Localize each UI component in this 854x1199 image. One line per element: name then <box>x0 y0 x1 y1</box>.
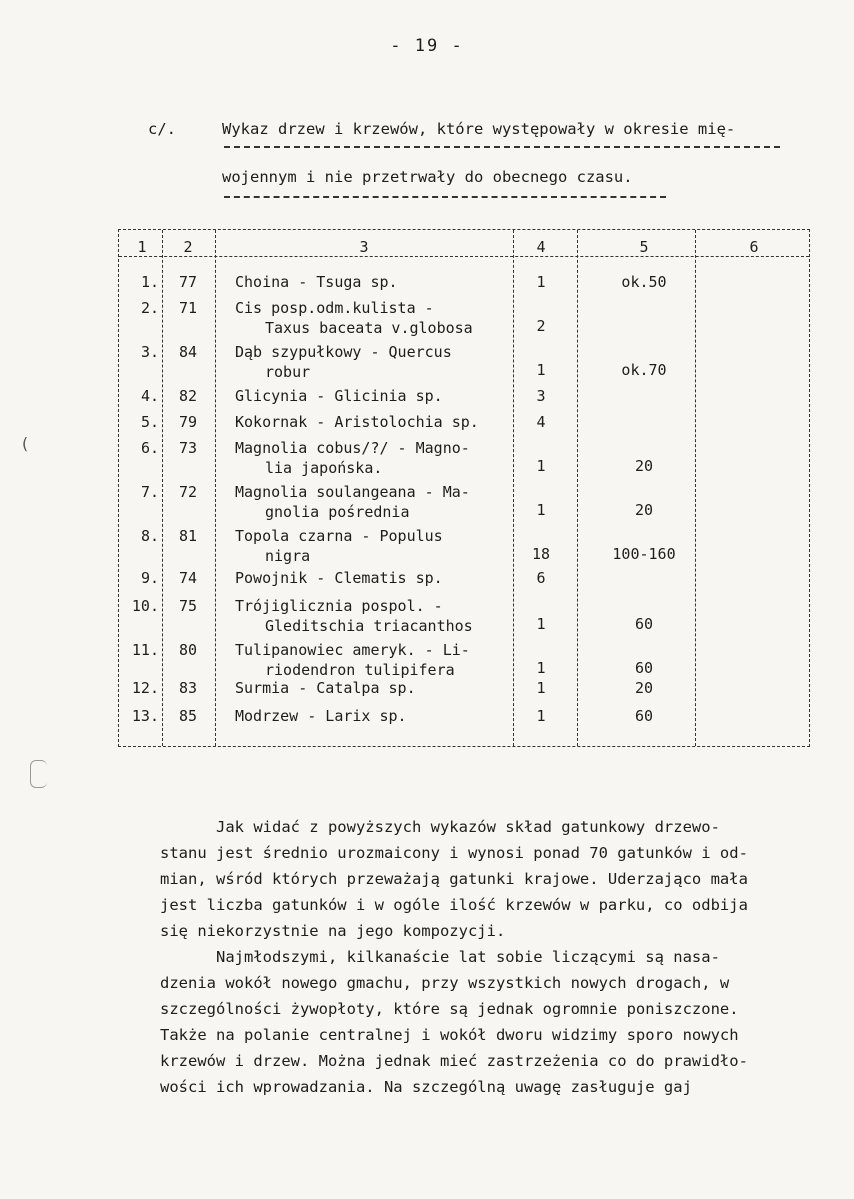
body-line: Także na polanie centralnej i wokół dworu widzimy sporo nowych <box>160 1026 739 1044</box>
row-number: 13. <box>131 707 159 725</box>
column-header-3: 3 <box>359 238 369 256</box>
inventory-number: 83 <box>178 679 198 697</box>
section-label: c/. <box>148 120 176 138</box>
species-name-line: Choina - Tsuga sp. <box>235 273 398 291</box>
column-header-1: 1 <box>137 238 147 256</box>
age: ok.70 <box>621 361 667 379</box>
quantity: 18 <box>531 545 551 563</box>
species-name <box>235 298 519 338</box>
column-header-5: 5 <box>639 238 649 256</box>
species-name-line: Kokornak - Aristolochia sp. <box>235 413 479 431</box>
row-number: 4. <box>140 387 159 405</box>
quantity: 1 <box>536 273 546 291</box>
body-line: jest liczba gatunków i w ogóle ilość krzewów w parku, co odbija <box>160 896 748 914</box>
quantity: 1 <box>536 679 546 697</box>
body-line: się niekorzystnie na jego kompozycji. <box>160 922 506 940</box>
species-name-line: Topola czarna - Populus <box>235 527 443 545</box>
age: 20 <box>634 457 654 475</box>
column-header-6: 6 <box>749 238 759 256</box>
species-name <box>235 706 519 726</box>
body-line: Jak widać z powyższych wykazów skład gatunkowy drzewo- <box>160 818 720 836</box>
species-name <box>235 640 519 680</box>
species-name-line: Gleditschia triacanthos <box>265 617 473 635</box>
heading-underline-1 <box>224 146 780 148</box>
inventory-number: 74 <box>178 569 198 587</box>
species-name <box>235 272 519 292</box>
punch-hole-mark <box>30 760 47 788</box>
species-name-line: Glicynia - Glicinia sp. <box>235 387 443 405</box>
species-name-line: Magnolia soulangeana - Ma- <box>235 483 470 501</box>
inventory-number: 79 <box>178 413 198 431</box>
body-line: Najmłodszymi, kilkanaście lat sobie liczącymi są nasa- <box>160 948 720 966</box>
row-number: 3. <box>140 343 159 361</box>
species-name <box>235 678 519 698</box>
quantity: 1 <box>536 361 546 379</box>
species-name-line: Tulipanowiec ameryk. - Li- <box>235 641 470 659</box>
species-name-line: robur <box>265 363 311 381</box>
row-number: 10. <box>131 597 159 615</box>
body-line: stanu jest średnio urozmaicony i wynosi ponad 70 gatunków i od- <box>160 844 748 862</box>
age: 20 <box>634 501 654 519</box>
inventory-number: 85 <box>178 707 198 725</box>
inventory-number: 75 <box>178 597 198 615</box>
age: 60 <box>634 615 654 633</box>
row-number: 2. <box>140 299 159 317</box>
quantity: 1 <box>536 659 546 677</box>
column-divider <box>577 230 578 746</box>
species-name <box>235 568 519 588</box>
body-line: mian, wśród których przeważają gatunki krajowe. Uderzająco mała <box>160 870 748 888</box>
column-header-4: 4 <box>536 238 546 256</box>
species-name <box>235 386 519 406</box>
margin-mark: ( <box>20 434 30 453</box>
inventory-number: 72 <box>178 483 198 501</box>
row-number: 9. <box>140 569 159 587</box>
body-text <box>160 814 810 1100</box>
inventory-number: 73 <box>178 439 198 457</box>
row-number: 5. <box>140 413 159 431</box>
species-name <box>235 412 519 432</box>
column-header-2: 2 <box>183 238 193 256</box>
header-divider <box>119 256 809 257</box>
trees-table <box>118 229 810 747</box>
inventory-number: 82 <box>178 387 198 405</box>
body-line: krzewów i drzew. Można jednak mieć zastrzeżenia co do prawidło- <box>160 1052 748 1070</box>
quantity: 1 <box>536 707 546 725</box>
age: 60 <box>634 659 654 677</box>
quantity: 3 <box>536 387 546 405</box>
species-name-line: nigra <box>265 547 311 565</box>
heading-line-1: Wykaz drzew i krzewów, które występowały w okresie mię- <box>222 120 736 138</box>
row-number: 6. <box>140 439 159 457</box>
body-line: szczególności żywopłoty, które są jednak ogromnie poniszczone. <box>160 1000 739 1018</box>
species-name-line: gnolia pośrednia <box>265 503 410 521</box>
inventory-number: 77 <box>178 273 198 291</box>
heading-line-2: wojennym i nie przetrwały do obecnego czasu. <box>222 168 633 186</box>
inventory-number: 71 <box>178 299 198 317</box>
quantity: 1 <box>536 457 546 475</box>
species-name <box>235 482 519 522</box>
species-name <box>235 342 519 382</box>
species-name <box>235 596 519 636</box>
inventory-number: 80 <box>178 641 198 659</box>
quantity: 1 <box>536 615 546 633</box>
inventory-number: 81 <box>178 527 198 545</box>
column-divider <box>215 230 216 746</box>
species-name-line: Powojnik - Clematis sp. <box>235 569 443 587</box>
quantity: 4 <box>536 413 546 431</box>
column-divider <box>162 230 163 746</box>
species-name-line: lia japońska. <box>265 459 383 477</box>
species-name-line: Surmia - Catalpa sp. <box>235 679 416 697</box>
species-name-line: riodendron tulipifera <box>265 661 455 679</box>
row-number: 1. <box>140 273 159 291</box>
species-name <box>235 438 519 478</box>
age: 100-160 <box>612 545 676 563</box>
species-name-line: Trójiglicznia pospol. - <box>235 597 443 615</box>
row-number: 8. <box>140 527 159 545</box>
body-line: wości ich wprowadzania. Na szczególną uwagę zasługuje gaj <box>160 1078 692 1096</box>
age: 60 <box>634 707 654 725</box>
quantity: 1 <box>536 501 546 519</box>
species-name-line: Magnolia cobus/?/ - Magno- <box>235 439 470 457</box>
page-number: - 19 - <box>390 36 464 56</box>
inventory-number: 84 <box>178 343 198 361</box>
species-name-line: Cis posp.odm.kulista - <box>235 299 434 317</box>
age: ok.50 <box>621 273 667 291</box>
species-name-line: Modrzew - Larix sp. <box>235 707 407 725</box>
species-name-line: Taxus baceata v.globosa <box>265 319 473 337</box>
body-line: dzenia wokół nowego gmachu, przy wszystkich nowych drogach, w <box>160 974 730 992</box>
row-number: 7. <box>140 483 159 501</box>
row-number: 11. <box>131 641 159 659</box>
quantity: 6 <box>536 569 546 587</box>
row-number: 12. <box>131 679 159 697</box>
age: 20 <box>634 679 654 697</box>
heading-underline-2 <box>224 196 666 198</box>
quantity: 2 <box>536 317 546 335</box>
species-name-line: Dąb szypułkowy - Quercus <box>235 343 452 361</box>
species-name <box>235 526 519 566</box>
